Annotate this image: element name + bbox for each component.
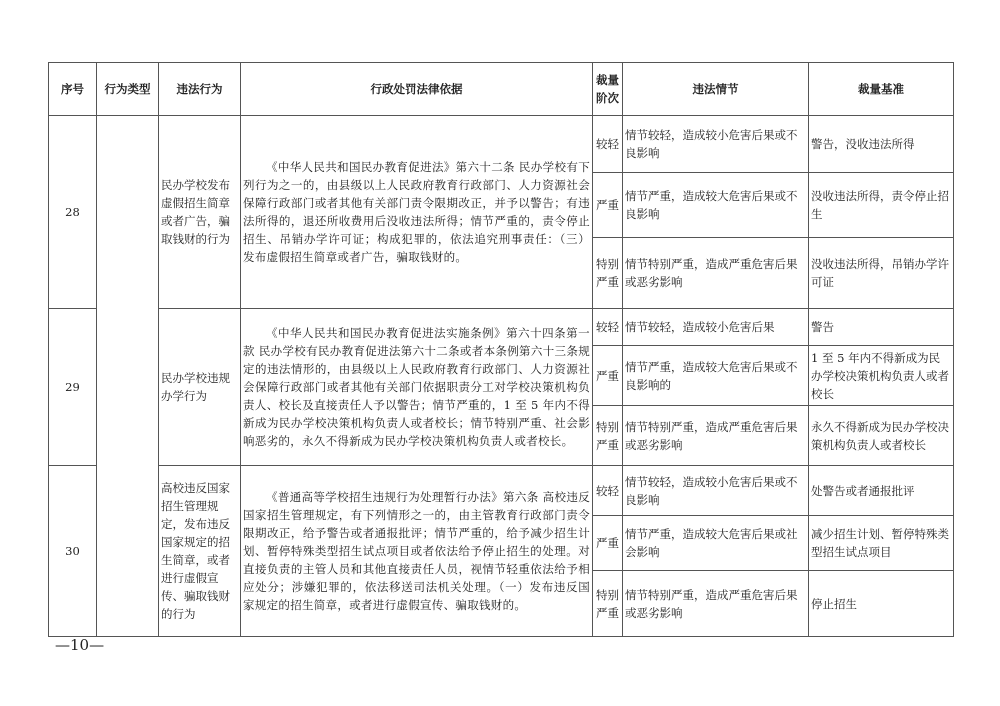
- behavior-category: [97, 116, 159, 637]
- violation-circumstance: 情节特别严重，造成严重危害后果或恶劣影响: [623, 571, 809, 637]
- discretion-level: 严重: [593, 346, 623, 406]
- discretion-standard: 永久不得新成为民办学校决策机构负责人或者校长: [809, 406, 954, 466]
- row-number: 29: [49, 309, 97, 466]
- table-row: [49, 309, 954, 346]
- discretion-standard: 没收违法所得，吊销办学许可证: [809, 238, 954, 309]
- violation-behavior: 民办学校发布虚假招生简章或者广告，骗取钱财的行为: [159, 116, 241, 309]
- discretion-level: 较轻: [593, 466, 623, 516]
- discretion-level: 较轻: [593, 309, 623, 346]
- discretion-standard: 减少招生计划、暂停特殊类型招生试点项目: [809, 516, 954, 571]
- violation-circumstance: 情节严重，造成较大危害后果或社会影响: [623, 516, 809, 571]
- discretion-standard: 警告，没收违法所得: [809, 116, 954, 173]
- header-circumstance: 违法情节: [623, 63, 809, 116]
- table-header-row: [49, 63, 954, 116]
- violation-circumstance: 情节特别严重，造成严重危害后果或恶劣影响: [623, 238, 809, 309]
- legal-basis: 《普通高等学校招生违规行为处理暂行办法》第六条 高校违反国家招生管理规定，有下列情形之一的，由主管教育行政部门责令限期改正，给予警告或者通报批评；情节严重的，给予减少招生计划、暂停特殊类型招生试点项目或者依法给予停止招生的处理。对直接负责的主管人员和其他直接责任人员，视情节轻重依法给予相应处分；涉嫌犯罪的，依法移送司法机关处理。（一）发布违反国家规定的招生简章，或者进行虚假宣传、骗取钱财的。: [241, 466, 593, 637]
- row-number: 30: [49, 466, 97, 637]
- violation-circumstance: 情节严重，造成较大危害后果或不良影响的: [623, 346, 809, 406]
- violation-circumstance: 情节较轻，造成较小危害后果或不良影响: [623, 466, 809, 516]
- violation-circumstance: 情节特别严重，造成严重危害后果或恶劣影响: [623, 406, 809, 466]
- discretion-standard: 处警告或者通报批评: [809, 466, 954, 516]
- violation-behavior: 高校违反国家招生管理规定，发布违反国家规定的招生简章，或者进行虚假宣传、骗取钱财的行为: [159, 466, 241, 637]
- discretion-level: 严重: [593, 516, 623, 571]
- header-basis: 行政处罚法律依据: [241, 63, 593, 116]
- violation-circumstance: 情节较轻，造成较小危害后果: [623, 309, 809, 346]
- penalty-discretion-table: [48, 62, 954, 637]
- table-row: [49, 116, 954, 173]
- header-category: 行为类型: [97, 63, 159, 116]
- header-behavior: 违法行为: [159, 63, 241, 116]
- violation-circumstance: 情节严重，造成较大危害后果或不良影响: [623, 173, 809, 238]
- discretion-level: 特别严重: [593, 571, 623, 637]
- discretion-standard: 停止招生: [809, 571, 954, 637]
- violation-circumstance: 情节较轻，造成较小危害后果或不良影响: [623, 116, 809, 173]
- header-standard: 裁量基准: [809, 63, 954, 116]
- table-row: [49, 466, 954, 516]
- discretion-level: 特别严重: [593, 238, 623, 309]
- discretion-standard: 没收违法所得，责令停止招生: [809, 173, 954, 238]
- header-no: 序号: [49, 63, 97, 116]
- violation-behavior: 民办学校违规办学行为: [159, 309, 241, 466]
- legal-basis: 《中华人民共和国民办教育促进法》第六十二条 民办学校有下列行为之一的，由县级以上人民政府教育行政部门、人力资源社会保障行政部门或者其他有关部门责令限期改正，并予以警告；有违法所得的，退还所收费用后没收违法所得；情节严重的，责令停止招生、吊销办学许可证；构成犯罪的，依法追究刑事责任：（三）发布虚假招生简章或者广告，骗取钱财的。: [241, 116, 593, 309]
- page-number: —10—: [55, 636, 105, 654]
- discretion-level: 严重: [593, 173, 623, 238]
- discretion-standard: 警告: [809, 309, 954, 346]
- row-number: 28: [49, 116, 97, 309]
- discretion-level: 特别严重: [593, 406, 623, 466]
- discretion-level: 较轻: [593, 116, 623, 173]
- header-level: 裁量阶次: [593, 63, 623, 116]
- discretion-standard: 1 至 5 年内不得新成为民办学校决策机构负责人或者校长: [809, 346, 954, 406]
- legal-basis: 《中华人民共和国民办教育促进法实施条例》第六十四条第一款 民办学校有民办教育促进法第六十二条或者本条例第六十三条规定的违法情形的，由县级以上人民政府教育行政部门、人力资源社会保障行政部门或者其他有关部门依据职责分工对学校决策机构负责人、校长及直接责任人予以警告；情节严重的，1 至 5 年内不得新成为民办学校决策机构负责人或者校长；情节特别严重、社会影响恶劣的，永久不得新成为民办学校决策机构负责人或者校长。: [241, 309, 593, 466]
